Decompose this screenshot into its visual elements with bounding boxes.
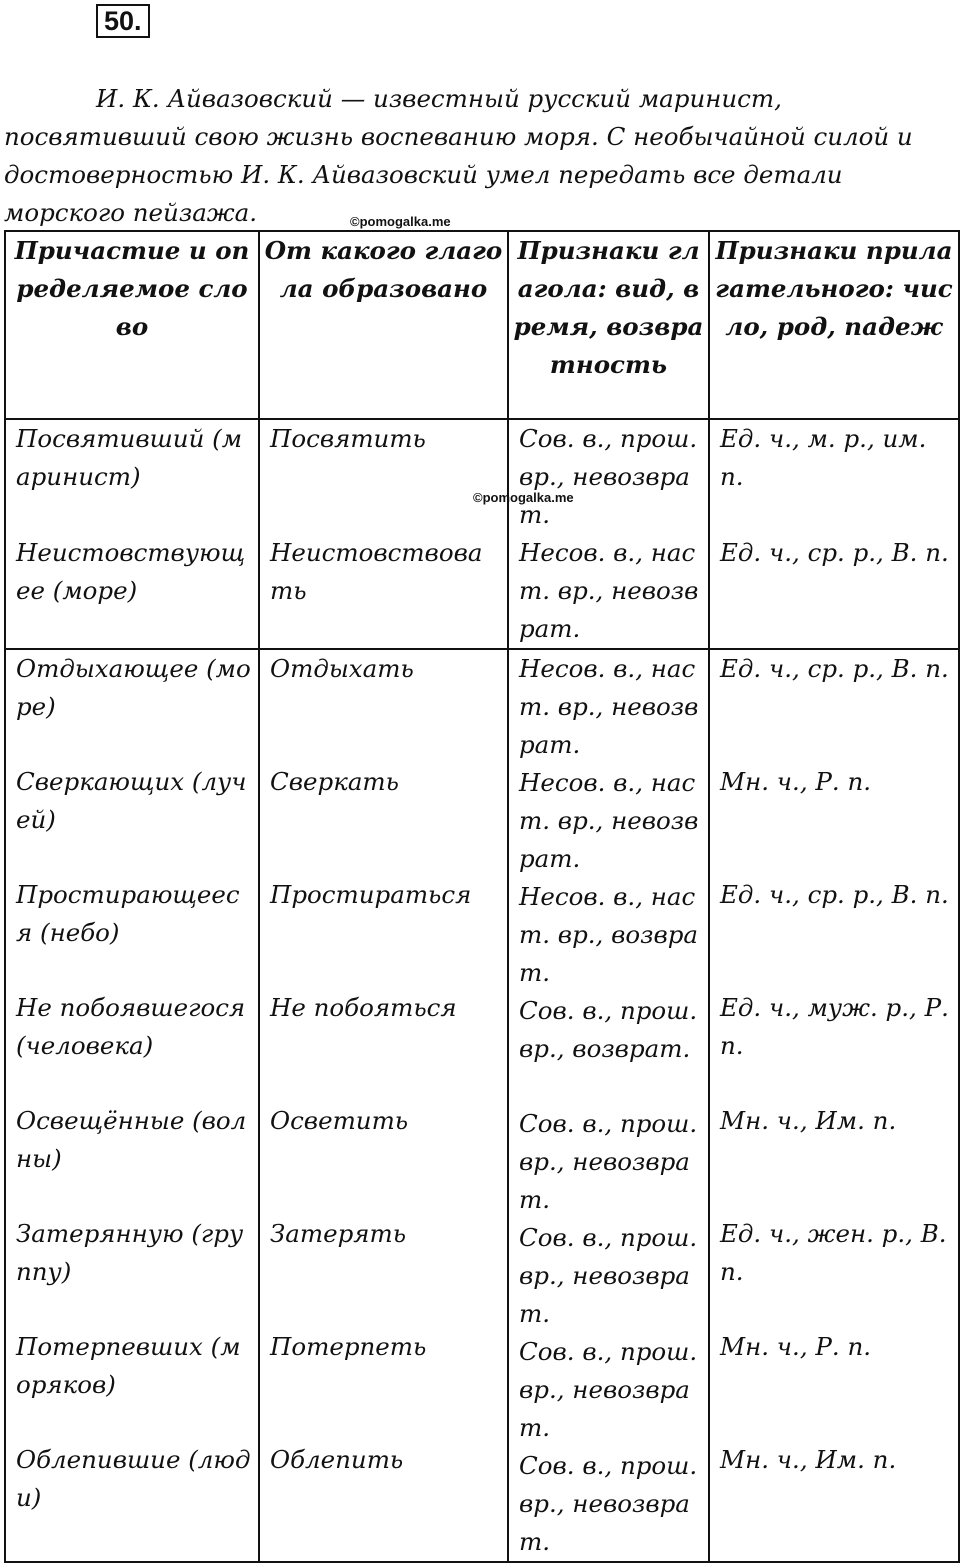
cell-participle: [5, 419, 259, 649]
table-entry: Мн. ч., Р. п.: [720, 1332, 872, 1361]
table-entry: Освещённые (волны): [16, 1106, 247, 1173]
intro-paragraph: И. К. Айвазовский — известный русский маринист, посвятивший свою жизнь воспеванию моря. С необычайной силой и достоверностью И. К. Айвазовский умел передать все детали морского пейзажа.: [4, 84, 913, 227]
table-entry: Несов. в., наст. вр., невозврат.: [519, 654, 699, 759]
table-entry: Посвятивший (маринист): [16, 424, 243, 491]
table-entry: Неистовствовать: [270, 538, 483, 605]
table-entry: Отдыхающее (море): [16, 654, 251, 721]
table-entry: Сов. в., прош. вр., невозврат.: [519, 1109, 698, 1214]
table-entry: Сов. в., прош. вр., невозврат.: [519, 1223, 698, 1328]
table-header-row: [5, 231, 959, 419]
table-row-group: [5, 649, 959, 1562]
table-entry: Сов. в., прош. вр., возврат.: [519, 996, 698, 1063]
table-entry: Облепить: [270, 1445, 404, 1474]
table-entry: Сов. в., прош. вр., невозврат.: [519, 1451, 698, 1556]
table-entry: Ед. ч., ср. р., В. п.: [720, 880, 949, 909]
table-entry: Сверкающих (лучей): [16, 767, 247, 834]
table-entry: Мн. ч., Им. п.: [720, 1106, 897, 1135]
table-entry: Неистовствующее (море): [16, 538, 246, 605]
cell-verb: [259, 419, 508, 649]
table-entry: Затерять: [270, 1219, 407, 1248]
cell-verb-features: [508, 649, 709, 1562]
table-entry: Несов. в., наст. вр., невозврат.: [519, 538, 699, 643]
table-entry: Несов. в., наст. вр., невозврат.: [519, 768, 699, 873]
header-verb-features: Признаки глагола: вид, время, возвратность: [508, 231, 709, 419]
participle-table: [4, 230, 960, 1563]
table-entry: Простираться: [270, 880, 472, 909]
cell-verb-features: [508, 419, 709, 649]
table-entry: Сов. в., прош. вр., невозврат.: [519, 424, 698, 529]
cell-participle: [5, 649, 259, 1562]
table-entry: Сверкать: [270, 767, 399, 796]
table-entry: Ед. ч., ср. р., В. п.: [720, 654, 949, 683]
watermark-middle: ©pomogalka.me: [473, 490, 574, 505]
table-entry: Сов. в., прош. вр., невозврат.: [519, 1337, 698, 1442]
table-entry: Мн. ч., Р. п.: [720, 767, 872, 796]
table-entry: Отдыхать: [270, 654, 414, 683]
cell-adj-features: [709, 649, 959, 1562]
cell-verb: [259, 649, 508, 1562]
table-entry: Не побоявшегося (человека): [16, 993, 246, 1060]
table-entry: Несов. в., наст. вр., возврат.: [519, 882, 699, 987]
watermark-top: ©pomogalka.me: [350, 214, 451, 229]
table-entry: Не побояться: [270, 993, 457, 1022]
cell-adj-features: [709, 419, 959, 649]
task-number: 50.: [96, 4, 150, 38]
table-row-group: [5, 419, 959, 649]
table-entry: Простирающееся (небо): [16, 880, 240, 947]
table-entry: Ед. ч., муж. р., Р. п.: [720, 993, 949, 1060]
table-entry: Потерпеть: [270, 1332, 427, 1361]
table-entry: Посвятить: [270, 424, 426, 453]
table-entry: Облепившие (люди): [16, 1445, 251, 1512]
table-entry: Потерпевших (моряков): [16, 1332, 241, 1399]
table-entry: Ед. ч., жен. р., В. п.: [720, 1219, 947, 1286]
header-verb: От какого глагола образовано: [259, 231, 508, 419]
table-entry: Осветить: [270, 1106, 409, 1135]
table-entry: Затерянную (группу): [16, 1219, 244, 1286]
table-entry: Ед. ч., м. р., им. п.: [720, 424, 927, 491]
header-participle: Причастие и определяемое слово: [5, 231, 259, 419]
table-entry: Ед. ч., ср. р., В. п.: [720, 538, 949, 567]
table-entry: Мн. ч., Им. п.: [720, 1445, 897, 1474]
header-adj-features: Признаки прилагательного: число, род, падеж: [709, 231, 959, 419]
